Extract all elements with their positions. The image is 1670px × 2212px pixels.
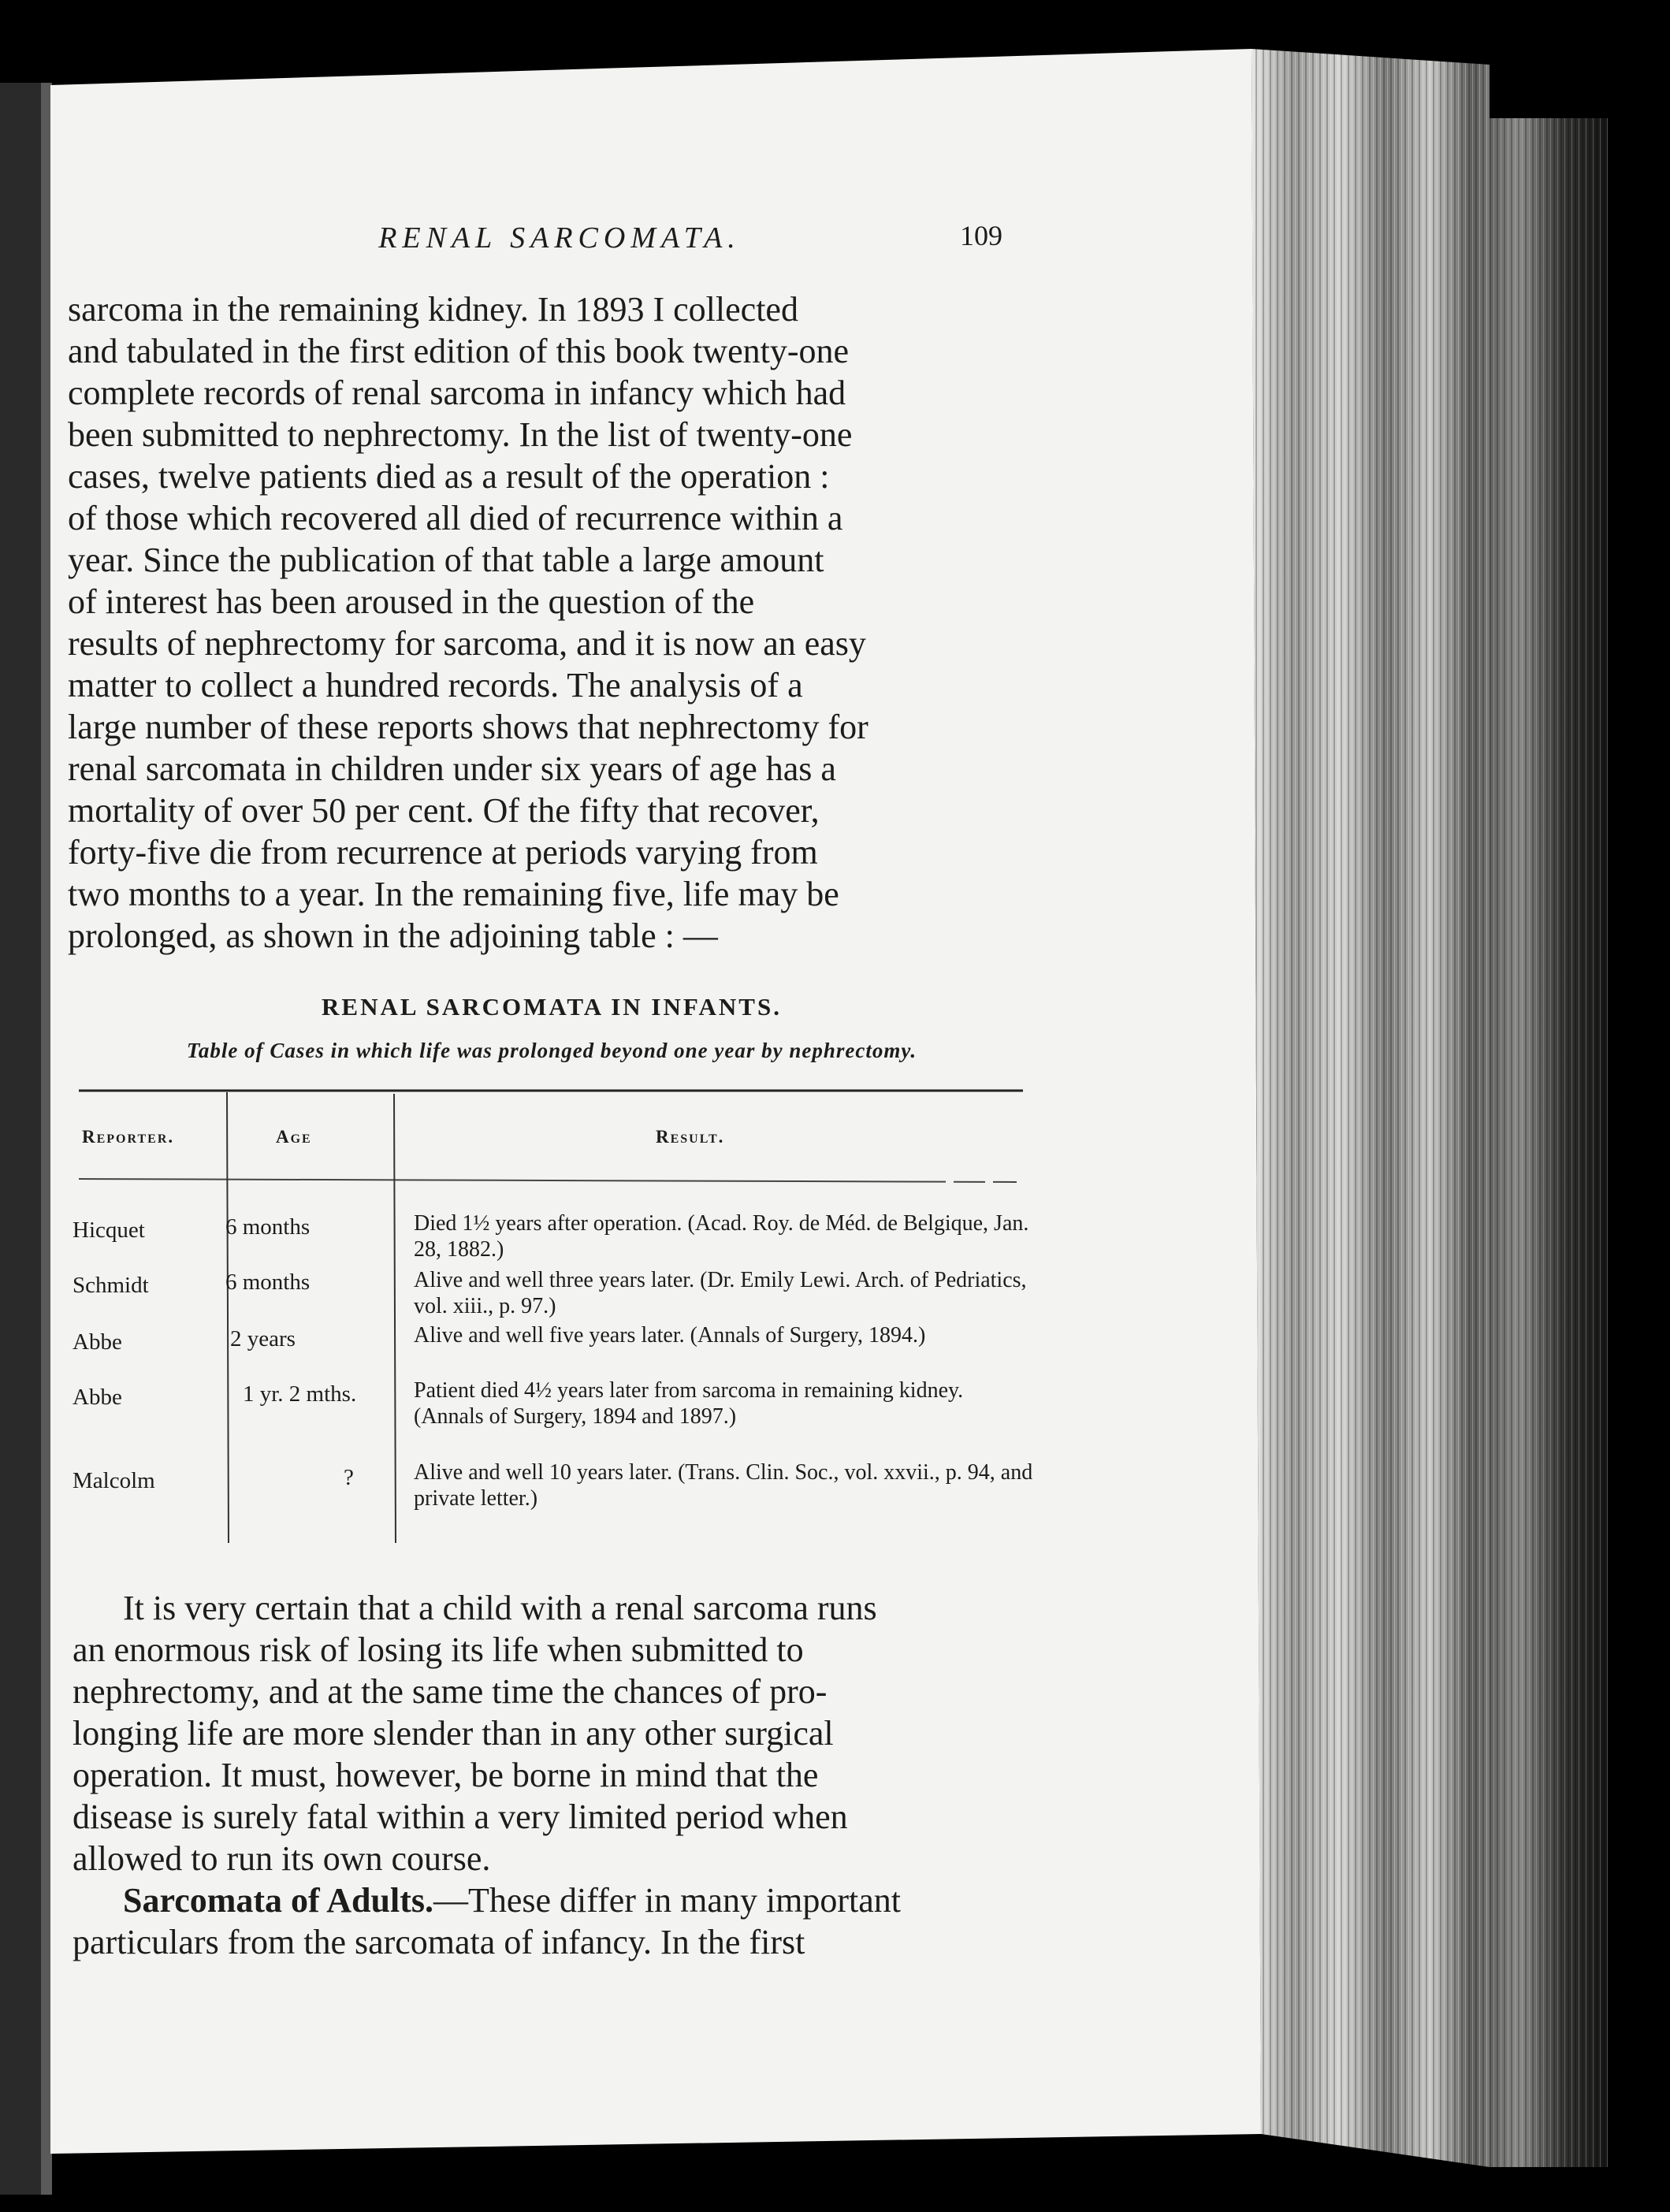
text-line: results of nephrectomy for sarcoma, and it is now an easy [68,624,866,663]
text-line: It is very certain that a child with a renal sarcoma runs [123,1589,877,1627]
result-cell: Alive and well three years later. (Dr. Emily Lewi. Arch. of Pedriatics, vol. xiii., p. 97.) [414,1268,1027,1318]
age-cell: 6 months [225,1270,311,1295]
text-line: forty-five die from recurrence at periods varying from [68,833,818,872]
result-cell: Alive and well five years later. (Annals of Surgery, 1894.) [414,1323,926,1348]
running-title: RENAL SARCOMATA. [378,221,741,255]
text-line: particulars from the sarcomata of infancy. In the first [73,1923,805,1961]
reporter-cell: Abbe [73,1329,122,1355]
table-subtitle: Table of Cases in which life was prolonged beyond one year by nephrectomy. [186,1039,917,1062]
column-header-age: Age [276,1127,312,1147]
text-line: nephrectomy, and at the same time the chances of pro- [73,1672,828,1711]
text-line: allowed to run its own course. [73,1839,491,1878]
reporter-cell: Hicquet [73,1218,145,1243]
text-line: of those which recovered all died of recurrence within a [68,499,843,537]
reporter-cell: Abbe [73,1385,122,1410]
age-cell: ? [344,1465,354,1490]
reporter-cell: Schmidt [73,1273,149,1298]
text-line: mortality of over 50 per cent. Of the fifty that recover, [68,791,820,830]
section-heading: Sarcomata of Adults. [123,1881,433,1920]
text-line: renal sarcomata in children under six years of age has a [68,749,836,788]
age-cell: 6 months [225,1214,311,1240]
age-cell: 2 years [230,1326,296,1351]
column-header-reporter: Reporter. [82,1127,175,1147]
text-line: cases, twelve patients died as a result of the operation : [68,457,830,496]
text-line: an enormous risk of losing its life when submitted to [73,1630,804,1669]
text-line: year. Since the publication of that table a large amount [68,541,824,579]
text-line: of interest has been aroused in the question of the [68,582,755,621]
text-line: sarcoma in the remaining kidney. In 1893 I collected [68,290,798,329]
text-line [123,1879,901,1921]
table-title: RENAL SARCOMATA IN INFANTS. [322,993,782,1020]
page-number: 109 [960,220,1002,251]
text-line: been submitted to nephrectomy. In the list of twenty-one [68,415,853,454]
result-cell: Died 1½ years after operation. (Acad. Roy. de Méd. de Belgique, Jan. 28, 1882.) [414,1211,1029,1262]
text-line: matter to collect a hundred records. The analysis of a [68,666,803,704]
text-line: longing life are more slender than in any other surgical [73,1714,834,1753]
reporter-cell: Malcolm [73,1468,155,1493]
text-line: prolonged, as shown in the adjoining table : — [68,916,718,955]
text-line: operation. It must, however, be borne in mind that the [73,1756,819,1794]
text-line: large number of these reports shows that nephrectomy for [68,708,868,746]
result-cell: Alive and well 10 years later. (Trans. Clin. Soc., vol. xxvii., p. 94, and private letter.) [414,1460,1033,1511]
text-line: two months to a year. In the remaining five, life may be [68,875,839,913]
text-line: disease is surely fatal within a very limited period when [73,1797,848,1836]
result-cell: Patient died 4½ years later from sarcoma in remaining kidney. (Annals of Surgery, 1894 and 1897.) [414,1378,964,1429]
age-cell: 1 yr. 2 mths. [243,1381,357,1407]
column-header-result: Result. [656,1127,725,1147]
text-line: complete records of renal sarcoma in infancy which had [68,374,846,412]
text-line: and tabulated in the first edition of this book twenty-one [68,332,850,370]
heading-continuation: —These differ in many important [433,1881,902,1920]
